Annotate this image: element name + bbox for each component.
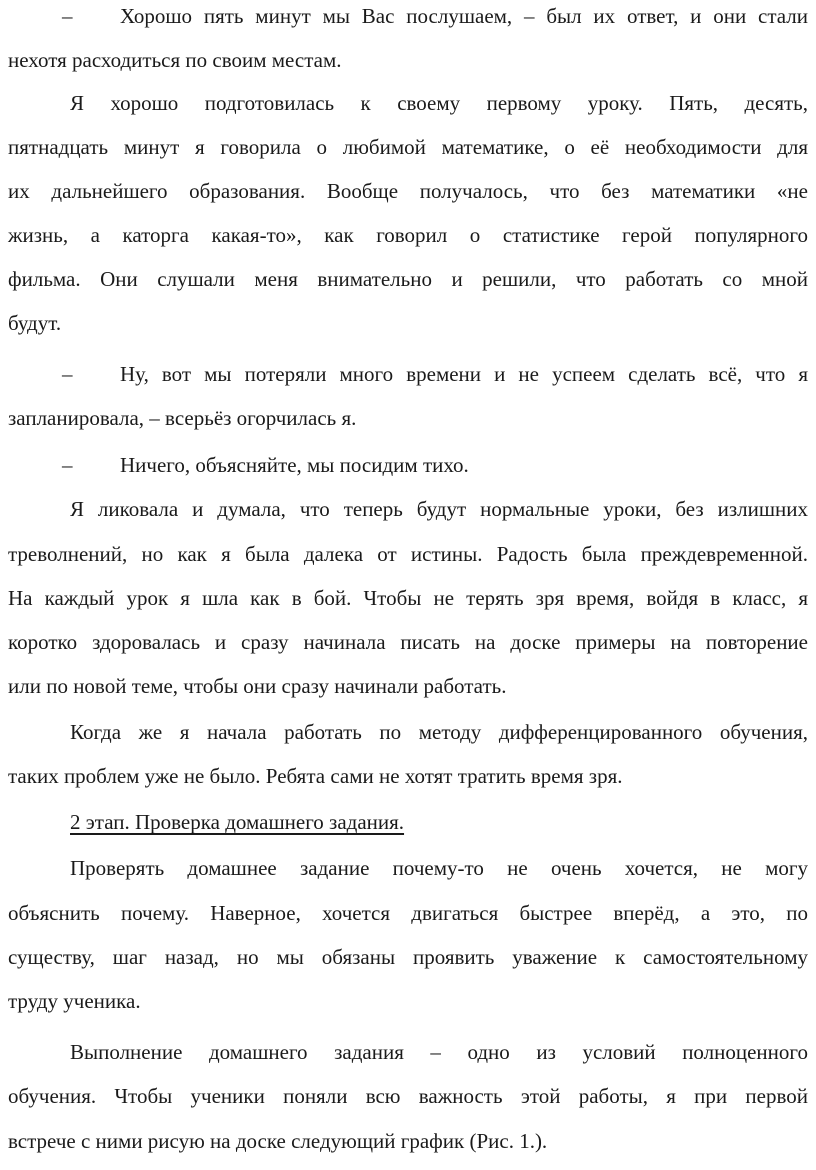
text-line: Я хорошо подготовилась к своему первому уроку. Пять, десять,	[70, 91, 808, 115]
text-line: – Ну, вот мы потеряли много времени и не успеем сделать всё, что я	[62, 352, 808, 396]
text-line: встрече с ними рисую на доске следующий график (Рис. 1.).	[8, 1129, 548, 1153]
text-line: обучения. Чтобы ученики поняли всю важность этой работы, я при первой	[8, 1084, 808, 1108]
text-line: или по новой теме, чтобы они сразу начинали работать.	[8, 674, 507, 698]
dash-mark: –	[62, 4, 73, 28]
text-line: их дальнейшего образования. Вообще получалось, что без математики «не	[8, 179, 808, 203]
text-line: Проверять домашнее задание почему-то не очень хочется, не могу	[70, 856, 808, 880]
text-line: фильма. Они слушали меня внимательно и решили, что работать со мной	[8, 267, 808, 291]
text-line: пятнадцать минут я говорила о любимой математике, о её необходимости для	[8, 135, 808, 159]
text-line: – Хорошо пять минут мы Вас послушаем, – был их ответ, и они стали	[62, 0, 808, 38]
section-heading: 2 этап. Проверка домашнего задания.	[70, 810, 405, 834]
text-line: треволнений, но как я была далека от истины. Радость была преждевременной.	[8, 542, 808, 566]
text-line: На каждый урок я шла как в бой. Чтобы не терять зря время, войдя в класс, я	[8, 586, 808, 610]
text-line: существу, шаг назад, но мы обязаны проявить уважение к самостоятельному	[8, 945, 808, 969]
text-line: Когда же я начала работать по методу дифференцированного обучения,	[70, 720, 808, 744]
text-line: нехотя расходиться по своим местам.	[8, 48, 342, 72]
text-line: труду ученика.	[8, 989, 141, 1013]
text-line: объяснить почему. Наверное, хочется двигаться быстрее вперёд, а это, по	[8, 901, 808, 925]
text-line: Выполнение домашнего задания – одно из условий полноценного	[70, 1040, 808, 1064]
dash-mark: –	[62, 453, 73, 477]
text-line: будут.	[8, 311, 62, 335]
text-line: – Ничего, объясняйте, мы посидим тихо.	[62, 443, 808, 487]
text-line: жизнь, а каторга какая-то», как говорил о статистике герой популярного	[8, 223, 808, 247]
text-line: коротко здоровалась и сразу начинала писать на доске примеры на повторение	[8, 630, 808, 654]
text-line: Я ликовала и думала, что теперь будут нормальные уроки, без излишних	[70, 497, 808, 521]
dash-mark: –	[62, 362, 73, 386]
text-line: запланировала, – всерьёз огорчилась я.	[8, 406, 357, 430]
text-line: таких проблем уже не было. Ребята сами не хотят тратить время зря.	[8, 764, 623, 788]
